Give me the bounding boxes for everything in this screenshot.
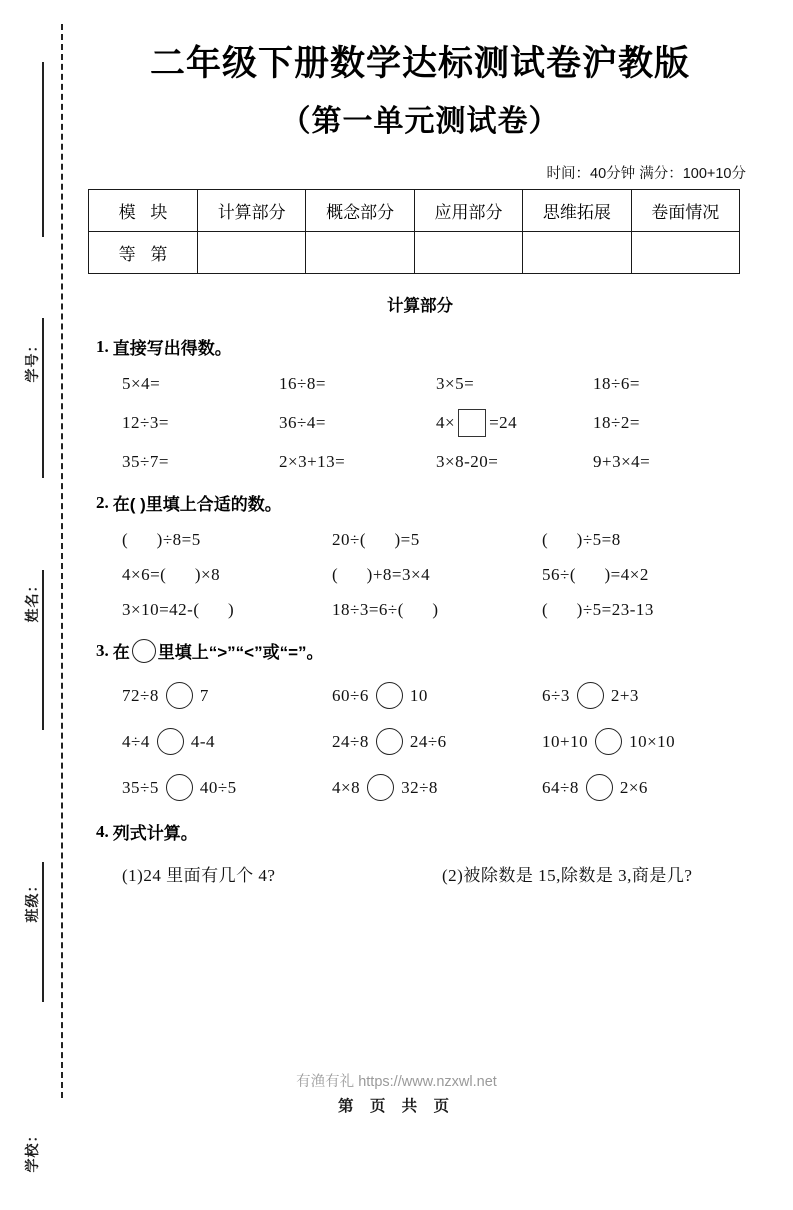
question-1-heading [96, 334, 752, 359]
expression[interactable]: 9+3×4= [593, 452, 651, 472]
expression[interactable]: 4×6=( )×8 [122, 565, 221, 585]
margin-label-school: 学校： [24, 1127, 40, 1173]
comparison-right: 10×10 [629, 731, 676, 751]
expression[interactable]: 56÷( )=4×2 [542, 565, 649, 585]
sealing-dashed-line [61, 24, 63, 1098]
expression[interactable]: 16÷8= [279, 374, 326, 394]
score-table [88, 189, 740, 274]
expression[interactable]: ( )÷5=8 [542, 530, 621, 550]
comparison-right: 40÷5 [199, 777, 237, 797]
score-table-header-module: 模 块 [89, 190, 198, 232]
score-table-header-calculation: 计算部分 [198, 190, 306, 232]
comparison-expression[interactable] [122, 774, 332, 801]
score-table-header-concept: 概念部分 [306, 190, 414, 232]
question-1-row-3 [88, 452, 752, 472]
question-3-title-prefix: 在 [112, 643, 130, 663]
comparison-left: 60÷6 [332, 685, 369, 705]
expression[interactable]: ( )+8=3×4 [332, 565, 431, 585]
expression[interactable]: 12÷3= [122, 413, 169, 433]
margin-rule-third [42, 570, 44, 730]
expression[interactable]: 35÷7= [122, 452, 169, 472]
comparison-right: 7 [199, 685, 209, 705]
answer-circle[interactable] [577, 682, 604, 709]
answer-circle[interactable] [157, 728, 184, 755]
comparison-right: 32÷8 [401, 777, 438, 797]
expression[interactable]: 5×4= [122, 374, 161, 394]
score-table-header-thinking: 思维拓展 [523, 190, 631, 232]
answer-circle[interactable] [595, 728, 622, 755]
answer-box[interactable] [458, 409, 486, 437]
expression[interactable]: 3×10=42-( ) [122, 600, 235, 620]
score-cell-calculation[interactable] [198, 232, 306, 274]
expression[interactable]: 20÷( )=5 [332, 530, 420, 550]
margin-label-name: 姓名： [24, 577, 40, 623]
page-title: 二年级下册数学达标测试卷沪教版 [149, 44, 690, 83]
score-cell-thinking[interactable] [523, 232, 631, 274]
comparison-left: 35÷5 [122, 777, 159, 797]
answer-circle[interactable] [376, 682, 403, 709]
comparison-left: 24÷8 [332, 731, 369, 751]
comparison-expression[interactable] [332, 774, 542, 801]
answer-circle[interactable] [367, 774, 394, 801]
circle-icon [132, 639, 156, 663]
comparison-left: 4×8 [332, 777, 361, 797]
expression[interactable]: ( )÷5=23-13 [542, 600, 654, 620]
question-3-title-suffix: 里填上“>”“<”或“=”。 [157, 643, 324, 663]
margin-label-class: 班级： [24, 877, 40, 923]
footer-page-number: 第 页 共 页 [338, 1098, 455, 1115]
question-2-row-3 [88, 600, 752, 620]
expression[interactable]: 3×5= [436, 374, 475, 394]
comparison-right: 4-4 [190, 731, 216, 751]
comparison-expression[interactable] [542, 774, 752, 801]
score-table-label-grade: 等 第 [89, 232, 198, 274]
question-4-number: 4. [96, 821, 109, 841]
question-3-row-2 [88, 728, 752, 755]
answer-circle[interactable] [166, 774, 193, 801]
question-2-number: 2. [96, 492, 109, 512]
answer-circle[interactable] [376, 728, 403, 755]
word-problem-1[interactable]: (1)24 里面有几个 4? [122, 866, 276, 886]
comparison-right: 10 [409, 685, 428, 705]
comparison-left: 64÷8 [542, 777, 579, 797]
expression-suffix: =24 [489, 413, 518, 433]
expression[interactable]: 18÷6= [593, 374, 640, 394]
margin-rule-fourth [42, 862, 44, 1002]
question-3-row-1 [88, 682, 752, 709]
expression[interactable]: 3×8-20= [436, 452, 499, 472]
comparison-left: 10+10 [542, 731, 589, 751]
margin-rule-top [42, 62, 44, 237]
question-3-heading [96, 638, 752, 663]
margin-label-student-id: 学号： [24, 337, 40, 383]
expression[interactable]: 36÷4= [279, 413, 326, 433]
page-subtitle: （第一单元测试卷） [280, 105, 560, 139]
question-1-title: 直接写出得数。 [112, 339, 232, 359]
expression[interactable]: 2×3+13= [279, 452, 346, 472]
comparison-expression[interactable] [122, 682, 332, 709]
question-2-row-1 [88, 530, 752, 550]
comparison-left: 6÷3 [542, 685, 570, 705]
question-2-heading [96, 490, 752, 515]
question-2-title: 在( )里填上合适的数。 [112, 495, 282, 515]
score-cell-concept[interactable] [306, 232, 414, 274]
expression-with-box[interactable] [436, 409, 593, 437]
comparison-expression[interactable] [542, 728, 752, 755]
exam-page [88, 0, 752, 1122]
question-3-number: 3. [96, 640, 109, 660]
word-problem-2[interactable]: (2)被除数是 15,除数是 3,商是几? [442, 866, 693, 886]
expression[interactable]: 18÷3=6÷( ) [332, 600, 439, 620]
comparison-right: 2+3 [610, 685, 639, 705]
score-cell-application[interactable] [414, 232, 522, 274]
margin-rule-second [42, 318, 44, 478]
expression[interactable]: ( )÷8=5 [122, 530, 201, 550]
question-4-row-1 [88, 861, 752, 886]
question-1-number: 1. [96, 336, 109, 356]
question-1-row-2 [88, 409, 752, 437]
score-table-header-application: 应用部分 [414, 190, 522, 232]
comparison-left: 72÷8 [122, 685, 159, 705]
comparison-right: 24÷6 [409, 731, 447, 751]
table-row [89, 190, 740, 232]
answer-circle[interactable] [586, 774, 613, 801]
table-row [89, 232, 740, 274]
question-3-row-3 [88, 774, 752, 801]
expression-prefix: 4× [436, 413, 456, 433]
score-cell-presentation[interactable] [631, 232, 739, 274]
section-heading-calculation: 计算部分 [387, 297, 453, 316]
question-2-row-2 [88, 565, 752, 585]
question-4-heading [96, 819, 752, 844]
comparison-expression[interactable] [122, 728, 332, 755]
expression[interactable]: 18÷2= [593, 413, 640, 433]
answer-circle[interactable] [166, 682, 193, 709]
comparison-expression[interactable] [332, 728, 542, 755]
comparison-left: 4÷4 [122, 731, 150, 751]
comparison-expression[interactable] [332, 682, 542, 709]
comparison-expression[interactable] [542, 682, 752, 709]
comparison-right: 2×6 [619, 777, 648, 797]
score-table-header-presentation: 卷面情况 [631, 190, 739, 232]
question-4-title: 列式计算。 [112, 824, 198, 844]
question-1-row-1 [88, 374, 752, 394]
exam-meta-info: 时间：40分钟 满分：100+10分 [546, 166, 746, 183]
footer-watermark: 有渔有礼 https://www.nzxwl.net [296, 1074, 497, 1090]
